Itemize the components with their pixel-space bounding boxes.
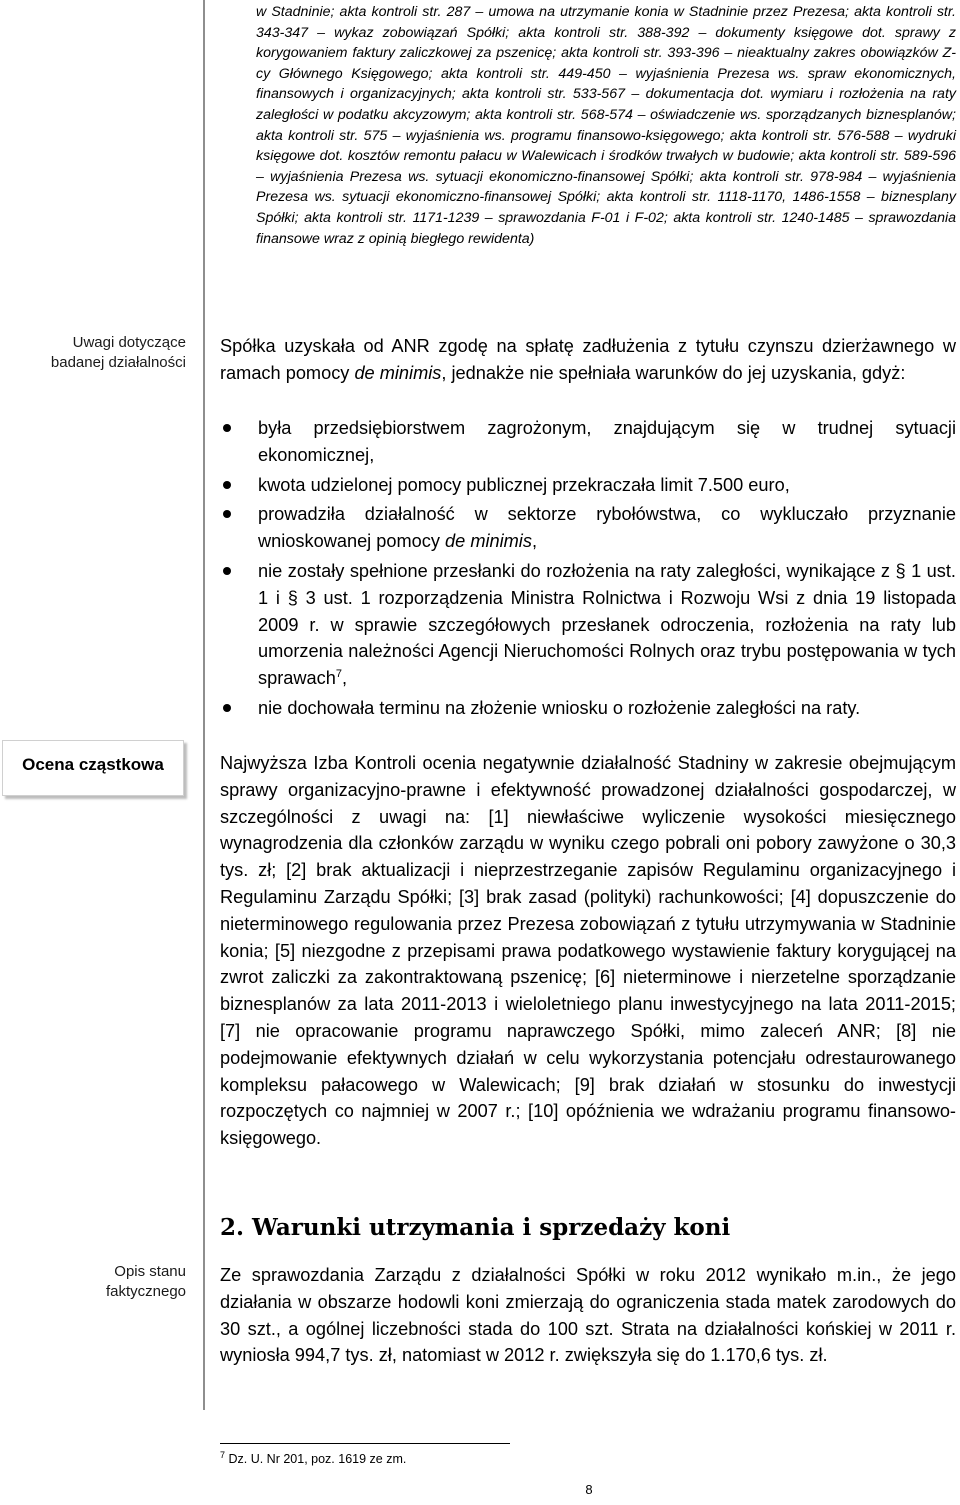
bullet-text-end: , (341, 668, 348, 689)
bullet-text: kwota udzielonej pomocy publicznej przekraczała limit 7.500 euro, (258, 474, 790, 495)
evidence-sources-text: w Stadninie; akta kontroli str. 287 – umowa na utrzymanie konia w Stadninie przez Prezesa; akta kontroli str. 343-347 – wykaz zobowiązań Spółki; akta kontroli str. 388-392 – dokumenty księgowe dot. sprawy z korygowaniem faktury zaliczkowej za pszenicę; akta kontroli str. 393-396 – nieaktualny zakres obowiązków Z-cy Głównego Księgowego; akta kontroli str. 449-450 – wyjaśnienia Prezesa ws. spraw ekonomicznych, finansowych i organizacyjnych; akta kontroli str. 533-567 – dokumentacja dot. wymiaru i rozłożenia na raty zaległości w podatku akcyzowym; akta kontroli str. 568-574 – oświadczenie ws. sporządzanych biznesplanów; akta kontroli str. 575 – wyjaśnienia ws. programu finansowo-księgowego; akta kontroli str. 576-588 – wydruki księgowe dot. kosztów remontu pałacu w Walewicach i środków trwałych w budowie; akta kontroli str. 589-596 – wyjaśnienia Prezesa ws. sytuacji ekonomiczno-finansowej Spółki; akta kontroli str. 978-984 – wyjaśnienia Prezesa ws. sytuacji ekonomiczno-finansowej Spółki; akta kontroli str. 1118-1170, 1486-1558 – biznesplany Spółki; akta kontroli str. 1171-1239 – sprawozdania F-01 i F-02; akta kontroli str. 1240-1485 – sprawozdania finansowe wraz z opinią biegłego rewidenta) (256, 4, 956, 247)
bullet-text: nie dochowała terminu na złożenie wniosku o rozłożenie zaległości na raty. (258, 697, 861, 718)
footnote-number: 7 (220, 1449, 226, 1460)
facts-text: Ze sprawozdania Zarządu z działalności Spółki w roku 2012 wynikało m.in., że jego działania w obszarze hodowli koni zmierzają do ograniczenia stada matek zarodowych do 30 szt., a ogólnej liczebności stada do 100 szt. Strata na działalności końskiej w 2011 r. wyniosła 994,7 tys. zł, natomiast w 2012 r. zwiększyła się do 1.170,6 tys. zł. (220, 1265, 956, 1366)
bullet-text: nie zostały spełnione przesłanki do rozłożenia na raty zaległości, wynikające z § 1 ust. 1 i § 3 ust. 1 rozporządzenia Ministra Rolnictwa i Rozwoju Wsi z dnia 19 listopada 2009 r. w sprawie szczegółowych przesłanek odroczenia, rozłożenia na raty lub umorzenia należności Agencji Nieruchomości Rolnych oraz trybu postępowania w tych sprawach (258, 560, 956, 689)
bullet-text: była przedsiębiorstwem zagrożonym, znajdującym się w trudnej sytuacji ekonomicznej, (258, 418, 956, 465)
list-item (220, 558, 956, 692)
evidence-sources (220, 2, 956, 249)
footnote (220, 1449, 407, 1466)
remarks-label: Uwagi dotyczące badanej działalności (50, 334, 186, 371)
remarks-intro-after: , jednakże nie spełniała warunków do jej uzyskania, gdyż: (441, 362, 906, 383)
remarks-intro-before: Spółka uzyskała od ANR zgodę na spłatę zadłużenia z tytułu czynszu dzierżawnego w ramach pomocy (220, 336, 956, 383)
list-item (220, 695, 956, 722)
assessment-text: Najwyższa Izba Kontroli ocenia negatywnie działalność Stadniny w zakresie obejmującym sprawy organizacyjno-prawne i efektywność prowadzonej działalności gospodarczej, w szczególności z uwagi na: [1] niewłaściwe wyliczenie wysokości miesięcznego wynagrodzenia dla członków zarządu w wyniku czego pobrali oni pobory zawyżone o 30,3 tys. zł; [2] brak aktualizacji i nieprzestrzeganie zapisów Regulaminu organizacyjnego i Regulaminu Zarządu Spółki; [3] brak zasad (polityki) rachunkowości; [4] dopuszczenie do nieterminowego regulowania przez Prezesa zobowiązań z tytułu utrzymywania w Stadninie konia; [5] niezgodne z przepisami prawa podatkowego wystawienie faktury korygującej na zwrot zaliczki za zakontraktowaną pszenicę; [6] nieterminowe i nierzetelne sporządzanie biznesplanów za lata 2011-2013 i wieloletniego planu inwestycyjnego na lata 2011-2015; [7] nie opracowanie programu naprawczego Spółki, mimo zaleceń ANR; [8] nie podejmowanie efektywnych działań w celu wykorzystania potencjału odrestaurowanego kompleksu pałacowego w Walewicach; [9] brak działań w stosunku do inwestycji rozpoczętych co najmniej w 2007 r.; [10] opóźnienia we wdrażaniu programu finansowo-księgowego. (220, 753, 956, 1149)
list-item (220, 415, 956, 469)
footnote-text: Dz. U. Nr 201, poz. 1619 ze zm. (225, 1452, 407, 1466)
assessment-label: Ocena cząstkowa (22, 755, 164, 774)
remarks-bullet-list (220, 415, 956, 725)
remarks-intro (220, 333, 956, 387)
list-item (220, 472, 956, 499)
bullet-icon (223, 704, 231, 712)
bullet-text-end: , (531, 531, 538, 552)
bullet-icon (223, 481, 231, 489)
page-number: 8 (585, 1482, 593, 1497)
bullet-text: prowadziła działalność w sektorze rybołówstwa, co wykluczało przyznanie wnioskowanej pomocy (258, 504, 956, 552)
section-heading: 2. Warunki utrzymania i sprzedaży koni (220, 1214, 731, 1241)
list-item (220, 501, 956, 555)
bullet-italic: de minimis (445, 531, 532, 552)
assessment-box (2, 740, 184, 796)
sidebar-divider (203, 0, 205, 1410)
footnote-divider (220, 1443, 510, 1444)
bullet-icon (223, 567, 231, 575)
remarks-intro-italic: de minimis (354, 362, 442, 383)
footnote-reference: 7 (335, 668, 342, 681)
facts-label: Opis stanu faktycznego (105, 1263, 186, 1300)
bullet-icon (223, 510, 231, 518)
bullet-icon (223, 424, 231, 432)
